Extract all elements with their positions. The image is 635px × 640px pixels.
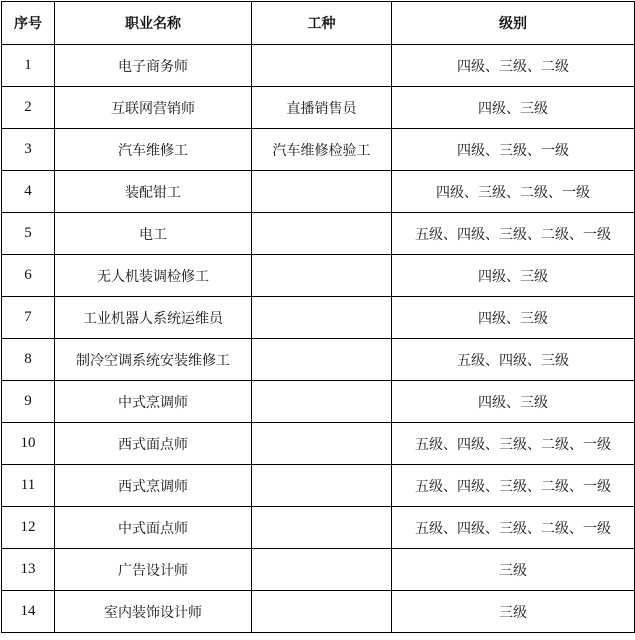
header-occupation: 职业名称 [55,2,252,45]
job-type: 直播销售员 [252,87,392,129]
job-type [252,549,392,591]
job-type [252,297,392,339]
table-row [2,507,635,549]
level: 五级、四级、三级、二级、一级 [392,423,635,465]
row-index: 10 [2,423,55,465]
header-level: 级别 [392,2,635,45]
occupation-name: 互联网营销师 [55,87,252,129]
table-row [2,339,635,381]
table-row [2,423,635,465]
row-index: 13 [2,549,55,591]
job-type [252,507,392,549]
table-row [2,129,635,171]
job-type [252,255,392,297]
level: 五级、四级、三级、二级、一级 [392,507,635,549]
occupation-name: 中式烹调师 [55,381,252,423]
table-header-row [2,2,635,45]
job-type [252,213,392,255]
table-row [2,297,635,339]
level: 四级、三级、一级 [392,129,635,171]
table-row [2,171,635,213]
level: 五级、四级、三级 [392,339,635,381]
level: 四级、三级 [392,381,635,423]
occupation-name: 西式面点师 [55,423,252,465]
table-row [2,381,635,423]
row-index: 8 [2,339,55,381]
occupation-name: 广告设计师 [55,549,252,591]
table-row [2,591,635,633]
occupation-table [1,1,635,633]
table-row [2,549,635,591]
row-index: 12 [2,507,55,549]
occupation-name: 汽车维修工 [55,129,252,171]
row-index: 2 [2,87,55,129]
job-type: 汽车维修检验工 [252,129,392,171]
table-row [2,465,635,507]
level: 四级、三级、二级、一级 [392,171,635,213]
job-type [252,591,392,633]
occupation-name: 电子商务师 [55,45,252,87]
row-index: 1 [2,45,55,87]
level: 四级、三级 [392,87,635,129]
level: 四级、三级 [392,297,635,339]
row-index: 7 [2,297,55,339]
row-index: 9 [2,381,55,423]
table-row [2,45,635,87]
job-type [252,381,392,423]
occupation-name: 装配钳工 [55,171,252,213]
occupation-name: 制冷空调系统安装维修工 [55,339,252,381]
table-row [2,255,635,297]
level: 四级、三级 [392,255,635,297]
table-row [2,213,635,255]
header-job-type: 工种 [252,2,392,45]
row-index: 4 [2,171,55,213]
occupation-name: 中式面点师 [55,507,252,549]
occupation-name: 无人机装调检修工 [55,255,252,297]
level: 五级、四级、三级、二级、一级 [392,465,635,507]
occupation-name: 西式烹调师 [55,465,252,507]
level: 三级 [392,549,635,591]
table-row [2,87,635,129]
row-index: 14 [2,591,55,633]
row-index: 5 [2,213,55,255]
level: 四级、三级、二级 [392,45,635,87]
occupation-name: 工业机器人系统运维员 [55,297,252,339]
table-body [2,45,635,633]
header-index: 序号 [2,2,55,45]
level: 五级、四级、三级、二级、一级 [392,213,635,255]
row-index: 6 [2,255,55,297]
job-type [252,45,392,87]
occupation-name: 室内装饰设计师 [55,591,252,633]
job-type [252,171,392,213]
job-type [252,423,392,465]
occupation-name: 电工 [55,213,252,255]
row-index: 11 [2,465,55,507]
job-type [252,339,392,381]
level: 三级 [392,591,635,633]
row-index: 3 [2,129,55,171]
job-type [252,465,392,507]
